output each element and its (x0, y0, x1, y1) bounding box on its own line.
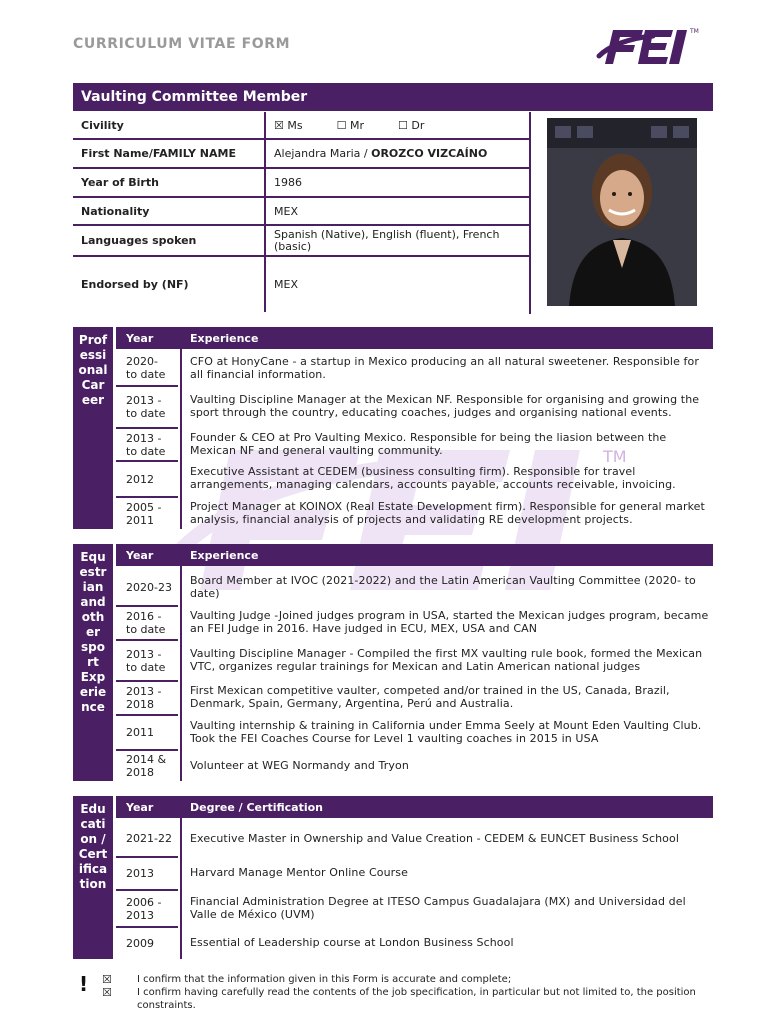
confirm-read-checkbox[interactable]: ☒ (102, 986, 112, 999)
profile-photo (547, 118, 697, 306)
equestrian-row: 2014 & 2018 Volunteer at WEG Normandy and Tryon (116, 749, 713, 781)
education-row: 2006 - 2013 Financial Administration Degree at ITESO Campus Guadalajara (MX) and Universidad del Valle de México (UVM) (116, 889, 713, 926)
family-name: OROZCO VIZCAÍNO (371, 147, 488, 160)
civility-options (264, 112, 531, 138)
professional-row: 2012 Executive Assistant at CEDEM (business consulting firm). Responsible for travel arrangements, managing calendars, accounts payable, accounts receivable, invoicing. (116, 460, 713, 496)
endorsed-value: MEX (264, 257, 531, 312)
professional-row: 2013 - to date Founder & CEO at Pro Vaulting Mexico. Responsible for being the liasion between the Mexican NF and general vaulting community. (116, 427, 713, 460)
professional-experience-header: Experience (190, 331, 259, 345)
first-name: Alejandra Maria / (274, 147, 372, 160)
equestrian-section-label: Equ estr ian and oth er spo rt Exp erie nce (73, 544, 113, 781)
yob-value: 1986 (264, 169, 531, 196)
languages-row (73, 226, 531, 257)
civility-option-mr[interactable]: ☐ Mr (336, 118, 364, 132)
warning-icon: ! (79, 972, 89, 996)
languages-label: Languages spoken (81, 234, 197, 247)
name-label: First Name/FAMILY NAME (81, 147, 236, 160)
equestrian-row: 2013 - 2018 First Mexican competitive vaulter, competed and/or trained in the US, Canada, Brazil, Denmark, Spain, Germany, Argentina, Perú and Australia. (116, 680, 713, 714)
confirm-read-text: I confirm having carefully read the contents of the job specification, in particular but not limited to, the position constraints. (137, 987, 696, 1011)
equestrian-row: 2020-23 Board Member at IVOC (2021-2022) and the Latin American Vaulting Committee (2020- to date) (126, 574, 696, 600)
professional-row: 2005 - 2011 Project Manager at KOINOX (Real Estate Development firm). Responsible for general market analysis, financial analysis of projects and validating RE development projects. (116, 496, 713, 529)
education-degree-header: Degree / Certification (190, 800, 323, 814)
education-row: 2009 Essential of Leadership course at London Business School (116, 926, 713, 959)
civility-option-ms[interactable]: ☒ Ms (274, 118, 303, 132)
nationality-label: Nationality (81, 204, 150, 218)
header-title: Vaulting Committee Member (81, 89, 308, 105)
education-header (116, 796, 713, 818)
form-title: CURRICULUM VITAE FORM (73, 36, 291, 52)
civility-label: Civility (81, 118, 124, 132)
equestrian-header (116, 544, 713, 566)
civility-option-dr[interactable]: ☐ Dr (398, 118, 425, 132)
equestrian-row: 2011 Vaulting internship & training in California under Emma Seely at Mount Eden Vaulting Club. Took the FEI Coaches Course for Level 1 vaulting coaches in 2015 in USA (116, 714, 713, 749)
languages-value: Spanish (Native), English (fluent), French (basic) (264, 226, 531, 255)
identity-table (73, 112, 531, 312)
professional-row: 2020- to date CFO at HonyCane - a startup in Mexico producing an all natural sweetener. Responsible for all financial information. (126, 355, 699, 381)
confirm-accuracy-checkbox[interactable]: ☒ (102, 973, 112, 986)
name-value (264, 140, 531, 167)
confirm-accuracy-text: I confirm that the information given in this Form is accurate and complete; (137, 974, 512, 985)
professional-section-label: Prof essi onal Car eer (73, 327, 113, 529)
header-bar (73, 83, 713, 111)
professional-row: 2013 - to date Vaulting Discipline Manager at the Mexican NF. Responsible for organising and growing the sport through the country, educating coaches, judges and organising national events. (116, 385, 713, 427)
name-row (73, 140, 531, 169)
logo-tm: TM (690, 28, 699, 35)
education-row: 2013 Harvard Manage Mentor Online Course (116, 856, 713, 889)
watermark-tm: TM (603, 447, 627, 466)
fei-logo (585, 26, 700, 66)
identity-right-border (529, 112, 531, 314)
nationality-value: MEX (264, 198, 531, 224)
education-year-header: Year (126, 800, 154, 814)
education-row: 2021-22 Executive Master in Ownership and Value Creation - CEDEM & EUNCET Business School (126, 831, 680, 845)
equestrian-row: 2013 - to date Vaulting Discipline Manager - Compiled the first MX vaulting rule book, formed the Mexican VTC, organizes regular trainings for Mexican and Latin American national judges (116, 639, 713, 680)
yob-label: Year of Birth (81, 176, 159, 189)
civility-row (73, 112, 531, 140)
education-section-label: Edu cati on / Cert ifica tion (73, 796, 113, 959)
yob-row (73, 169, 531, 198)
endorsed-row (73, 257, 531, 312)
nationality-row (73, 198, 531, 226)
professional-header (116, 327, 713, 349)
endorsed-label: Endorsed by (NF) (81, 278, 189, 291)
equestrian-experience-header: Experience (190, 548, 259, 562)
equestrian-year-header: Year (126, 548, 154, 562)
professional-year-header: Year (126, 331, 154, 345)
equestrian-row: 2016 - to date Vaulting Judge -Joined judges program in USA, started the Mexican judges program, became an FEI Judge in 2016. Have judged in ECU, MEX, USA and CAN (116, 605, 713, 639)
